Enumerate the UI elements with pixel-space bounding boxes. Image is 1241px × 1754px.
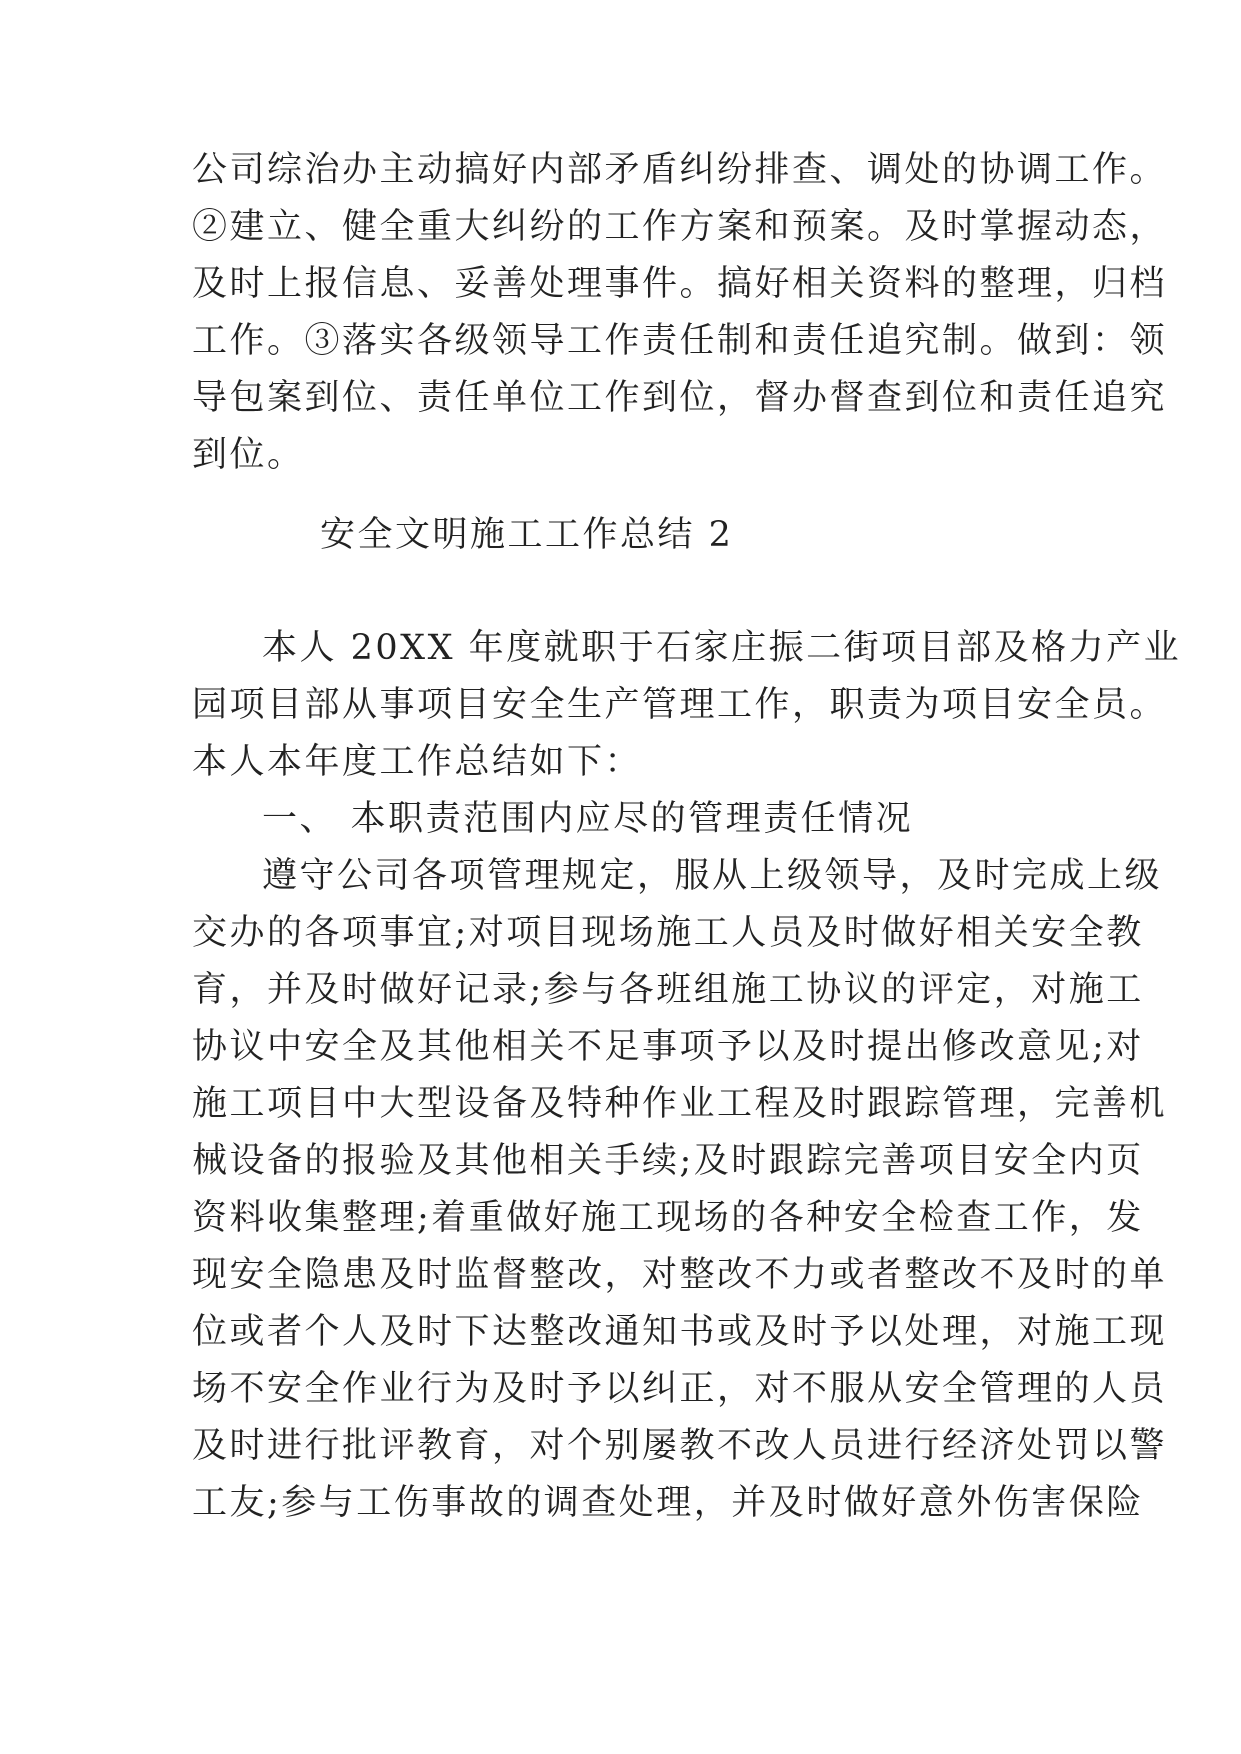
paragraph-first-line: 遵守公司各项管理规定，服从上级领导，及时完成上级 — [262, 856, 1163, 896]
body-line: 育，并及时做好记录;参与各班组施工协议的评定，对施工 — [192, 970, 1144, 1010]
body-line: 本人本年度工作总结如下： — [192, 742, 643, 782]
body-line: 现安全隐患及时监督整改，对整改不力或者整改不及时的单 — [192, 1255, 1168, 1295]
body-line: 及时进行批评教育，对个别屡教不改人员进行经济处罚以警 — [192, 1426, 1168, 1466]
body-line: 协议中安全及其他相关不足事项予以及时提出修改意见;对 — [192, 1027, 1144, 1067]
body-line: 及时上报信息、妥善处理事件。搞好相关资料的整理，归档 — [192, 264, 1168, 304]
body-line: 园项目部从事项目安全生产管理工作，职责为项目安全员。 — [192, 685, 1168, 725]
section-heading: 一、 本职责范围内应尽的管理责任情况 — [262, 799, 914, 839]
body-line: 施工项目中大型设备及特种作业工程及时跟踪管理，完善机 — [192, 1084, 1168, 1124]
body-line: 公司综治办主动搞好内部矛盾纠纷排查、调处的协调工作。 — [192, 150, 1168, 190]
body-line: 导包案到位、责任单位工作到位，督办督查到位和责任追究 — [192, 378, 1168, 418]
body-line: 到位。 — [192, 435, 305, 475]
body-line: 位或者个人及时下达整改通知书或及时予以处理，对施工现 — [192, 1312, 1168, 1352]
body-line: 交办的各项事宜;对项目现场施工人员及时做好相关安全教 — [192, 913, 1144, 953]
paragraph-first-line: 本人 20XX 年度就职于石家庄振二街项目部及格力产业 — [262, 628, 1182, 668]
body-line: 工友;参与工伤事故的调查处理，并及时做好意外伤害保险 — [192, 1483, 1144, 1523]
body-line: 资料收集整理;着重做好施工现场的各种安全检查工作，发 — [192, 1198, 1144, 1238]
body-line: 械设备的报验及其他相关手续;及时跟踪完善项目安全内页 — [192, 1141, 1144, 1181]
body-line: ②建立、健全重大纠纷的工作方案和预案。及时掌握动态， — [192, 207, 1168, 247]
section-title: 安全文明施工工作总结 2 — [320, 515, 734, 555]
body-line: 场不安全作业行为及时予以纠正，对不服从安全管理的人员 — [192, 1369, 1168, 1409]
body-line: 工作。③落实各级领导工作责任制和责任追究制。做到：领 — [192, 321, 1168, 361]
